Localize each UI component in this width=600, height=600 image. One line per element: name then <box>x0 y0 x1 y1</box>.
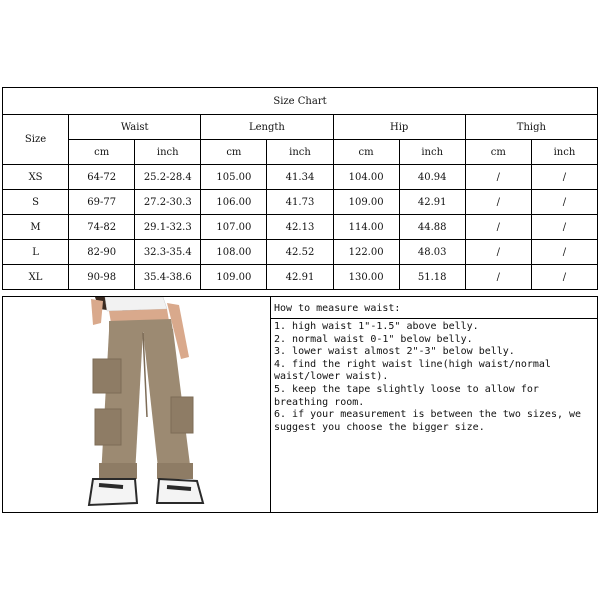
value-cell: / <box>465 215 531 240</box>
value-cell: 130.00 <box>333 265 399 290</box>
measure-instructions <box>271 297 597 512</box>
value-cell: 105.00 <box>201 165 267 190</box>
value-cell: / <box>531 190 597 215</box>
size-column-header: Size <box>3 115 69 165</box>
unit-header: inch <box>267 140 333 165</box>
sneaker-left <box>89 479 137 505</box>
size-chart-table <box>2 87 598 290</box>
value-cell: 107.00 <box>201 215 267 240</box>
measure-title: How to measure waist: <box>274 303 401 314</box>
table-row <box>3 215 598 240</box>
table-row <box>3 190 598 215</box>
value-cell: 42.91 <box>267 265 333 290</box>
chart-title: Size Chart <box>3 88 598 115</box>
value-cell: 109.00 <box>201 265 267 290</box>
cargo-pocket-left-upper <box>93 359 121 393</box>
list-item: 4. find the right waist line(high waist/normal waist/lower waist). <box>274 358 551 383</box>
cargo-pocket-right <box>171 397 193 433</box>
value-cell: 109.00 <box>333 190 399 215</box>
value-cell: 40.94 <box>399 165 465 190</box>
measure-section <box>2 296 598 513</box>
unit-header: cm <box>465 140 531 165</box>
value-cell: 122.00 <box>333 240 399 265</box>
value-cell: 114.00 <box>333 215 399 240</box>
measure-header-waist: Waist <box>69 115 201 140</box>
size-cell: M <box>3 215 69 240</box>
size-cell: XL <box>3 265 69 290</box>
value-cell: 106.00 <box>201 190 267 215</box>
unit-header: inch <box>135 140 201 165</box>
value-cell: 69-77 <box>69 190 135 215</box>
value-cell: 42.52 <box>267 240 333 265</box>
value-cell: / <box>531 215 597 240</box>
value-cell: / <box>531 165 597 190</box>
value-cell: / <box>531 240 597 265</box>
list-item: 6. if your measurement is between the two sizes, we suggest you choose the bigger size. <box>274 409 582 433</box>
value-cell: 27.2-30.3 <box>135 190 201 215</box>
value-cell: 42.13 <box>267 215 333 240</box>
title-divider <box>271 318 597 319</box>
value-cell: 74-82 <box>69 215 135 240</box>
unit-header: cm <box>201 140 267 165</box>
table-row <box>3 240 598 265</box>
value-cell: 108.00 <box>201 240 267 265</box>
value-cell: 35.4-38.6 <box>135 265 201 290</box>
size-cell: XS <box>3 165 69 190</box>
value-cell: 25.2-28.4 <box>135 165 201 190</box>
list-item: 5. keep the tape slightly loose to allow for breathing room. <box>274 383 539 408</box>
value-cell: 29.1-32.3 <box>135 215 201 240</box>
value-cell: 41.34 <box>267 165 333 190</box>
measure-header-hip: Hip <box>333 115 465 140</box>
sneaker-right <box>157 479 203 503</box>
value-cell: 42.91 <box>399 190 465 215</box>
model-illustration <box>3 297 270 512</box>
unit-header: inch <box>531 140 597 165</box>
cargo-pocket-left-lower <box>95 409 121 445</box>
model-photo <box>3 297 271 512</box>
value-cell: 32.3-35.4 <box>135 240 201 265</box>
unit-header: cm <box>69 140 135 165</box>
value-cell: 48.03 <box>399 240 465 265</box>
table-row <box>3 265 598 290</box>
value-cell: / <box>465 265 531 290</box>
value-cell: 41.73 <box>267 190 333 215</box>
measure-header-length: Length <box>201 115 333 140</box>
value-cell: 51.18 <box>399 265 465 290</box>
value-cell: 82-90 <box>69 240 135 265</box>
value-cell: 64-72 <box>69 165 135 190</box>
size-cell: S <box>3 190 69 215</box>
value-cell: / <box>465 190 531 215</box>
size-cell: L <box>3 240 69 265</box>
unit-header: cm <box>333 140 399 165</box>
unit-header: inch <box>399 140 465 165</box>
value-cell: / <box>465 165 531 190</box>
measure-list <box>274 321 591 434</box>
list-item: 3. lower waist almost 2"-3" below belly. <box>274 346 515 358</box>
value-cell: / <box>465 240 531 265</box>
measure-header-thigh: Thigh <box>465 115 597 140</box>
list-item: 2. normal waist 0-1" below belly. <box>274 333 473 345</box>
value-cell: 90-98 <box>69 265 135 290</box>
table-row <box>3 165 598 190</box>
value-cell: 44.88 <box>399 215 465 240</box>
value-cell: / <box>531 265 597 290</box>
value-cell: 104.00 <box>333 165 399 190</box>
list-item: 1. high waist 1"-1.5" above belly. <box>274 321 479 332</box>
